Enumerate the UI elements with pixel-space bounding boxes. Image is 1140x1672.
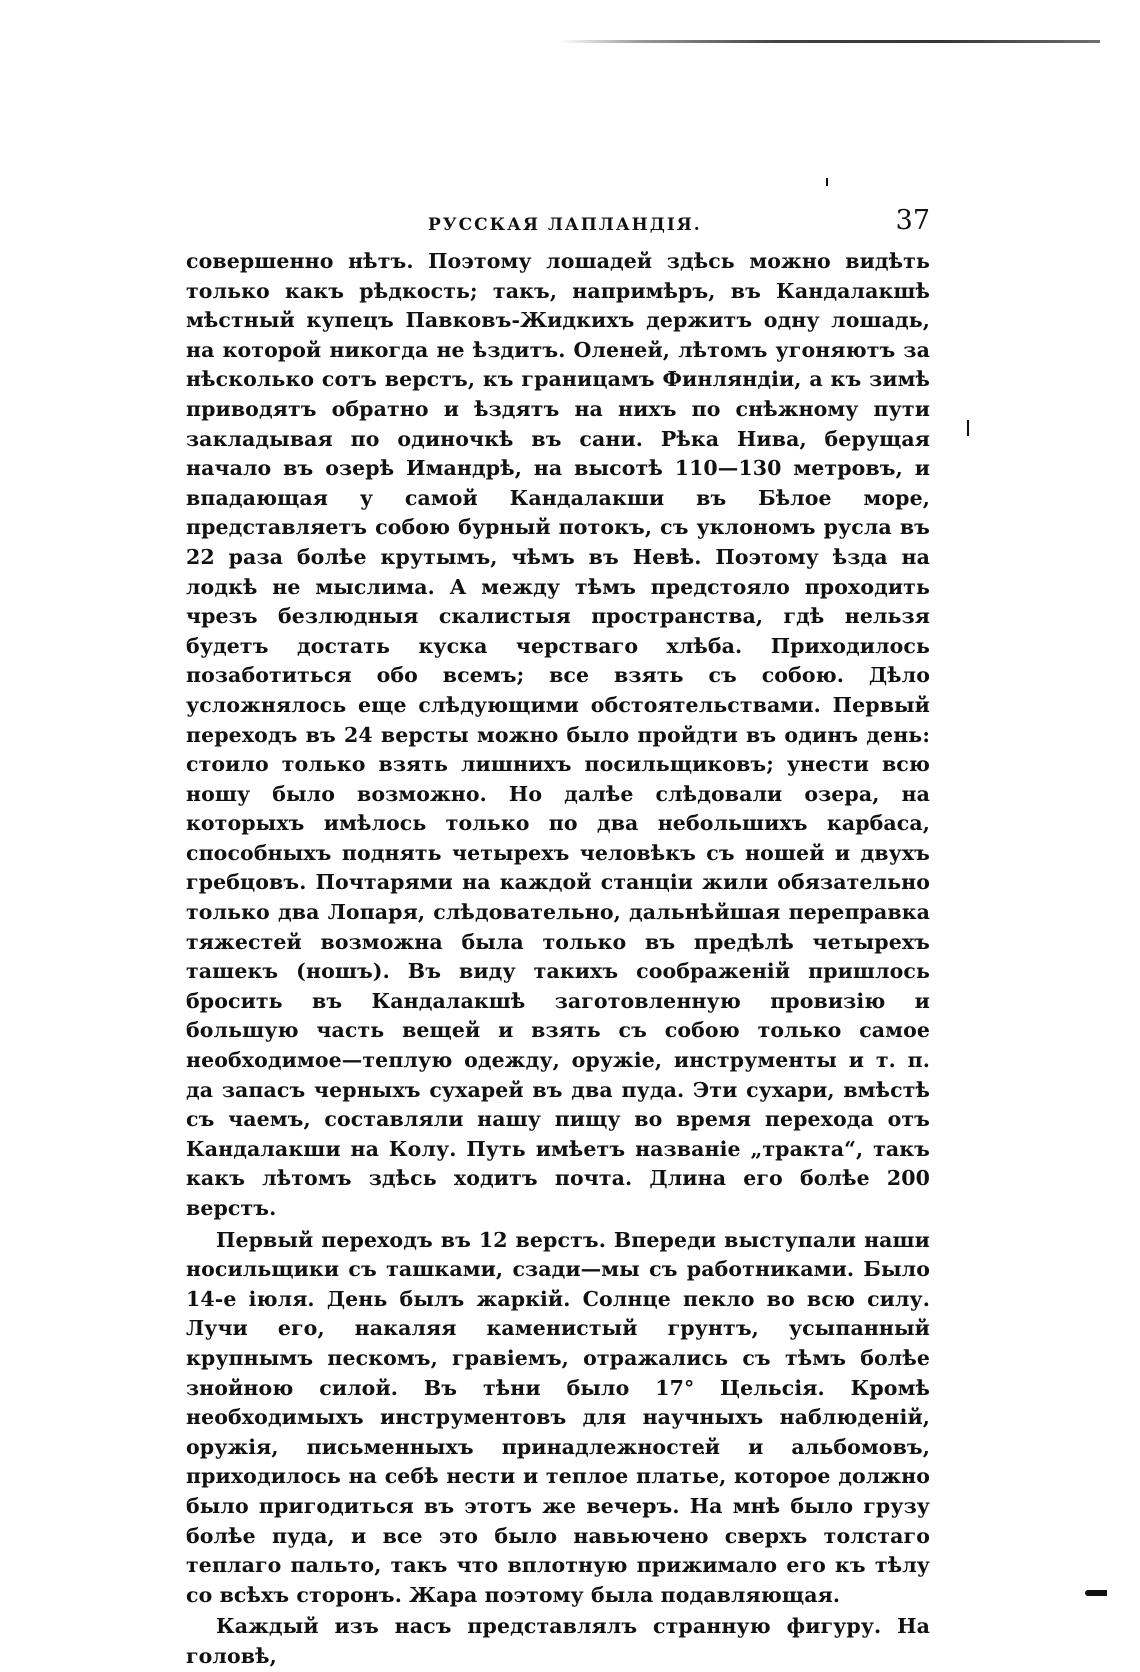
paragraph: Каждый изъ насъ представлялъ странную фигуру. На головѣ,: [186, 1614, 930, 1668]
running-title: РУССКАЯ ЛАПЛАНДІЯ.: [428, 215, 702, 235]
paragraph-continued: совершенно нѣтъ. Поэтому лошадей здѣсь можно видѣть только какъ рѣдкость; такъ, напримѣръ, въ Кандалакшѣ мѣстный купецъ Павковъ-Жидкихъ держитъ одну лошадь, на которой никогда не ѣздитъ. Оленей, лѣтомъ угоняютъ за нѣсколько сотъ верстъ, къ границамъ Финляндіи, а къ зимѣ приводятъ обратно и ѣздятъ на нихъ по снѣжному пути закладывая по одиночкѣ въ сани. Рѣка Нива, берущая начало въ озерѣ Имандрѣ, на высотѣ 110—130 метровъ, и впадающая у самой Кандалакши въ Бѣлое море, представляетъ собою бурный потокъ, съ уклономъ русла въ 22 раза болѣе крутымъ, чѣмъ въ Невѣ. Поэтому ѣзда на лодкѣ не мыслима. А между тѣмъ предстояло проходить чрезъ безлюдныя скалистыя пространства, гдѣ нельзя будетъ достать куска черстваго хлѣба. Приходилось позаботиться обо всемъ; все взять съ собою. Дѣло усложнялось еще слѣдующими обстоятельствами. Первый переходъ въ 24 версты можно было пройдти въ одинъ день: стоило только взять лишнихъ посильщиковъ; унести всю ношу было возможно. Но далѣе слѣдовали озера, на которыхъ имѣлось только по два небольшихъ карбаса, способныхъ поднять четырехъ человѣкъ съ ношей и двухъ гребцовъ. Почтарями на каждой станціи жили обязательно только два Лопаря, слѣдовательно, дальнѣйшая переправка тяжестей возможна была только въ предѣлѣ четырехъ ташекъ (ношъ). Въ виду такихъ соображеній пришлось бросить въ Кандалакшѣ заготовленную провизію и большую часть вещей и взять съ собою только самое необходимое—теплую одежду, оружіе, инструменты и т. п. да запасъ черныхъ сухарей въ два пуда. Эти сухари, вмѣстѣ съ чаемъ, составляли нашу пищу во время перехода отъ Кандалакши на Колу. Путь имѣетъ названіе „тракта“, такъ какъ лѣтомъ здѣсь ходитъ почта. Длина его болѣе 200 верстъ.: [186, 249, 930, 1220]
scan-speck: [967, 420, 969, 436]
scan-edge-rule: [560, 40, 1100, 43]
book-page: [186, 205, 930, 1672]
paragraph: Первый переходъ въ 12 верстъ. Впереди выступали наши носильщики съ ташками, сзади—мы съ работниками. Было 14-е іюля. День былъ жаркій. Солнце пекло во всю силу. Лучи его, накаляя каменистый грунтъ, усыпанный крупнымъ пескомъ, гравіемъ, отражались съ тѣмъ болѣе знойною силой. Въ тѣни было 17° Цельсія. Кромѣ необходимыхъ инструментовъ для научныхъ наблюденій, оружія, письменныхъ принадлежностей и альбомовъ, приходилось на себѣ нести и теплое платье, которое должно было пригодиться въ этотъ же вечеръ. На мнѣ было грузу болѣе пуда, и все это было навьючено сверхъ толстаго теплаго пальто, такъ что вплотную прижимало его къ тѣлу со всѣхъ сторонъ. Жара поэтому была подавляющая.: [186, 1227, 930, 1607]
scan-smudge: [1085, 1590, 1107, 1596]
page-number: 37: [895, 205, 930, 236]
body-text: [186, 247, 930, 1672]
scan-speck: [826, 178, 828, 186]
running-head: [186, 205, 930, 247]
